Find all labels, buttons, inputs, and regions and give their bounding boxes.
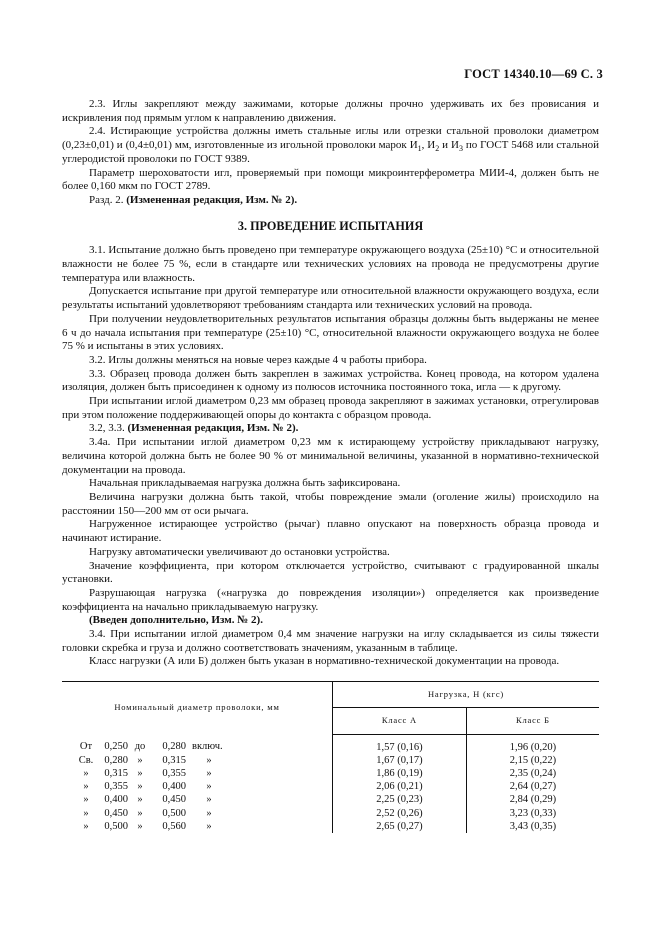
paragraph-3-1-b: Допускается испытание при другой температуре или относительной влажности окружающего воздуха, если результаты испытаний удовлетворяют требованиям стандарта или технических условий на провода. [62, 285, 599, 312]
amendment-note-added: (Введен дополнительно, Изм. № 2). [89, 614, 263, 627]
paragraph-3-4-b: Класс нагрузки (А или Б) должен быть указан в нормативно-технической документации на провода. [89, 655, 560, 668]
table-row: » 0,500 » 0,560 » 2,65 (0,27) 3,43 (0,35) [62, 820, 599, 833]
paragraph-3-2: 3.2. Иглы должны меняться на новые через каждые 4 ч работы прибора. [89, 353, 427, 366]
table-row: » 0,355 » 0,400 » 2,06 (0,21) 2,64 (0,27) [62, 780, 599, 793]
paragraph-3-3: 3.3. Образец провода должен быть закреплен в зажимах устройства. Конец провода, на котором удалена изоляция, должен быть присоединен к одному из полюсов источника постоянного тока, игла — к другому. [62, 367, 599, 394]
paragraph-3-4a-d: Нагруженное истирающее устройство (рычаг) плавно опускают на поверхность образца провода и начинают истирание. [62, 518, 599, 545]
paragraph-3-1-c: При получении неудовлетворительных результатов испытания образцы должны быть выдержаны не менее 6 ч до начала испытания при температуре (25±10) °С, относительной влажности окружающего воздуха не более 75 % и испытаны в этих условиях. [62, 312, 599, 353]
load-table [62, 681, 599, 833]
paragraph-2-3: 2.3. Иглы закрепляют между зажимами, которые должны прочно удерживать их без провисания и искривления под прямым углом к направлению движения. [62, 98, 599, 124]
document-body [62, 98, 599, 833]
paragraph-3-4a-e: Нагрузку автоматически увеличивают до остановки устройства. [89, 545, 390, 558]
table-row: Св. 0,280 » 0,315 » 1,67 (0,17) 2,15 (0,22) [62, 754, 599, 767]
header-diameter: Номинальный диаметр проволоки, мм [62, 682, 333, 734]
page-header: ГОСТ 14340.10—69 С. 3 [464, 67, 603, 81]
paragraph-roughness: Параметр шероховатости игл, проверяемый при помощи микроинтерферометра МИИ-4, должен быть не более 0,160 мкм по ГОСТ 2789. [62, 166, 599, 193]
load-table-wrapper [62, 681, 599, 833]
amendment-note-section-2: Разд. 2. (Измененная редакция, Изм. № 2). [89, 193, 298, 206]
header-class-a: Класс А [333, 708, 467, 734]
paragraph-3-1: 3.1. Испытание должно быть проведено при температуре окружающего воздуха (25±10) °С и относительной влажности не более 75 %, если в стандарте или технических условиях на провода не предусмотрены другие температура или влажность. [62, 244, 599, 284]
paragraph-3-3-b: При испытании иглой диаметром 0,23 мм образец провода закрепляют в зажимах установки, отрегулировав при этом положение поддерживающей опоры до контакта с образцом провода. [62, 395, 599, 421]
header-class-b: Класс Б [466, 708, 599, 734]
section-title: 3. ПРОВЕДЕНИЕ ИСПЫТАНИЯ [237, 218, 424, 233]
header-load: Нагрузка, Н (кгс) [333, 682, 600, 708]
table-row: » 0,400 » 0,450 » 2,25 (0,23) 2,84 (0,29) [62, 793, 599, 806]
paragraph-3-4: 3.4. При испытании иглой диаметром 0,4 мм значение нагрузки на иглу складывается из силы тяжести головки скребка и груза и должно соответствовать значениям, указанным в таблице. [62, 628, 599, 654]
paragraph-3-4a: 3.4а. При испытании иглой диаметром 0,23 мм к истирающему устройству прикладывают нагрузку, величина которой должна быть не более 90 % от минимальной величины, указанной в нормативно-технической документации на провода. [62, 436, 599, 476]
table-row: » 0,450 » 0,500 » 2,52 (0,26) 3,23 (0,33) [62, 807, 599, 820]
paragraph-2-4: 2.4. Истирающие устройства должны иметь стальные иглы или отрезки стальной проволоки диаметром (0,23±0,01) и (0,4±0,01) мм, изготовленные из игольной проволоки марок $И_1$, $И_2$ и $И_3$ по ГОСТ 5468 или стальной углеродистой проволоки по ГОСТ 9389. [62, 125, 599, 165]
table-row: » 0,315 » 0,355 » 1,86 (0,19) 2,35 (0,24) [62, 767, 599, 780]
paragraph-3-4a-g: Разрушающая нагрузка («нагрузка до повреждения изоляции») определяется как произведение коэффициента на начально прикладываемую нагрузку. [62, 586, 599, 613]
table-row: От 0,250 до 0,280 включ. 1,57 (0,16) 1,96 (0,20) [62, 734, 599, 754]
amendment-note-3-2-3-3: 3.2, 3.3. (Измененная редакция, Изм. № 2). [89, 422, 299, 435]
paragraph-3-4a-c: Величина нагрузки должна быть такой, чтобы повреждение эмали (оголение жилы) происходило на расстоянии 150—200 мм от оси рычага. [62, 490, 599, 517]
paragraph-3-4a-b: Начальная прикладываемая нагрузка должна быть зафиксирована. [89, 477, 401, 490]
paragraph-3-4a-f: Значение коэффициента, при котором отключается устройство, считывают с градуированной шкалы установки. [62, 559, 599, 586]
